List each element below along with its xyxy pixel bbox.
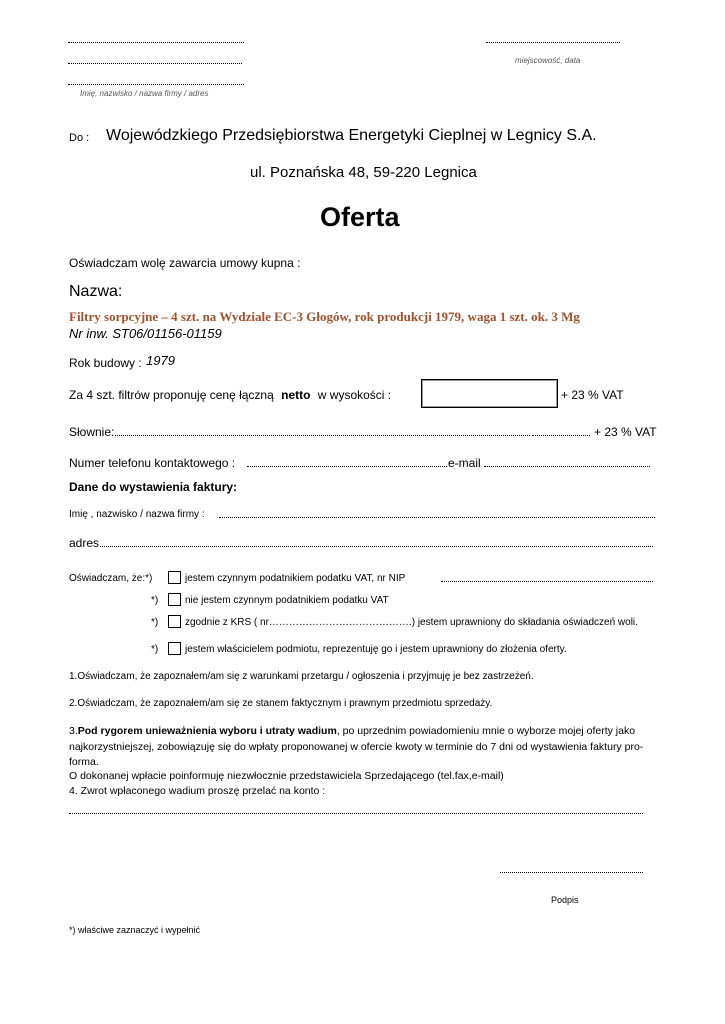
email-label: e-mail (448, 456, 481, 470)
words-line-1[interactable] (115, 435, 530, 436)
page-title: Oferta (320, 202, 400, 232)
price-text (69, 388, 391, 402)
signature-line[interactable] (500, 872, 643, 873)
declaration-intro: Oświadczam wolę zawarcia umowy kupna : (69, 256, 301, 270)
price-input-box[interactable] (421, 379, 558, 408)
addressee-address: ul. Poznańska 48, 59-220 Legnica (250, 164, 477, 181)
year-value: 1979 (146, 353, 175, 368)
clause-3-bold: Pod rygorem unieważnienia wyboru i utraty wadium (77, 725, 337, 737)
invoice-name-line[interactable] (219, 517, 655, 518)
clause-1: 1.Oświadczam, że zapoznałem/am się z warunkami przetargu / ogłoszenia i przyjmuję je bez zastrzeżeń. (69, 671, 534, 682)
invoice-heading: Dane do wystawienia faktury: (69, 480, 238, 494)
vat-payer-label: jestem czynnym podatnikiem podatku VAT, nr NIP (185, 573, 406, 584)
words-vat: + 23 % VAT (594, 425, 657, 439)
sender-caption: Imię, nazwisko / nazwa firmy / adres (80, 89, 209, 98)
words-line-2[interactable] (532, 435, 590, 436)
year-label: Rok budowy : (69, 356, 142, 370)
invoice-name-label: Imię , nazwisko / nazwa firmy : (69, 509, 205, 520)
not-vat-payer-checkbox[interactable] (168, 593, 181, 606)
clause-3 (69, 724, 659, 771)
price-text-before: Za 4 szt. filtrów proponuję cenę łączną (69, 388, 274, 402)
statements-intro: Oświadczam, że:*) (69, 573, 153, 584)
krs-marker: *) (151, 617, 159, 628)
price-vat: + 23 % VAT (561, 388, 624, 402)
item-name: Filtry sorpcyjne – 4 szt. na Wydziale EC-3 Głogów, rok produkcji 1979, waga 1 szt. ok. 3 Mg (69, 309, 580, 324)
email-line[interactable] (484, 466, 650, 467)
clause-3-prefix: 3. (69, 725, 78, 737)
place-date-line[interactable] (486, 42, 620, 43)
owner-label: jestem właścicielem podmiotu, reprezentuję go i jestem uprawniony do złożenia oferty. (185, 644, 567, 655)
owner-checkbox[interactable] (168, 642, 181, 655)
sender-line-2[interactable] (68, 63, 242, 64)
clause-3-rest: , po uprzednim powiadomieniu mnie o wyborze mojej oferty jako najkorzystniejszej, zobowiązuję się do wpłaty proponowanej w ofercie kwoty w terminie do 7 dni od wystawienia faktury pro-forma. (69, 725, 644, 768)
clause-2: 2.Oświadczam, że zapoznałem/am się ze stanem faktycznym i prawnym przedmiotu sprzedaży. (69, 698, 493, 709)
krs-checkbox[interactable] (168, 615, 181, 628)
not-vat-payer-label: nie jestem czynnym podatnikiem podatku VAT (185, 595, 389, 606)
price-text-after: w wysokości : (317, 388, 392, 402)
phone-line[interactable] (247, 466, 447, 467)
signature-caption: Podpis (551, 895, 579, 905)
footnote: *) właściwe zaznaczyć i wypełnić (69, 925, 201, 935)
vat-payer-checkbox[interactable] (168, 571, 181, 584)
price-netto: netto (281, 388, 311, 402)
invoice-address-label: adres (69, 536, 100, 550)
phone-label: Numer telefonu kontaktowego : (69, 456, 236, 470)
item-inventory: Nr inw. ST06/01156-01159 (69, 326, 222, 341)
invoice-address-line[interactable] (100, 546, 653, 547)
clause-3-line-2: O dokonanej wpłacie poinformuję niezwłocznie przedstawiciela Sprzedającego (tel.fax,e-mail) (69, 770, 504, 782)
to-label: Do : (69, 132, 90, 144)
nip-line[interactable] (441, 581, 653, 582)
clause-4: 4. Zwrot wpłaconego wadium proszę przelać na konto : (69, 785, 326, 797)
not-vat-payer-marker: *) (151, 595, 159, 606)
sender-line-3[interactable] (68, 84, 244, 85)
account-line[interactable] (69, 813, 643, 814)
words-label: Słownie: (69, 425, 115, 439)
place-date-caption: miejscowość, data (515, 56, 581, 65)
sender-line-1[interactable] (68, 42, 244, 43)
krs-label: zgodnie z KRS ( nr…………………………………….) jestem uprawniony do składania oświadczeń woli. (185, 617, 638, 628)
addressee-name: Wojewódzkiego Przedsiębiorstwa Energetyki Cieplnej w Legnicy S.A. (106, 127, 597, 144)
owner-marker: *) (151, 644, 159, 655)
item-name-label: Nazwa: (69, 283, 123, 300)
